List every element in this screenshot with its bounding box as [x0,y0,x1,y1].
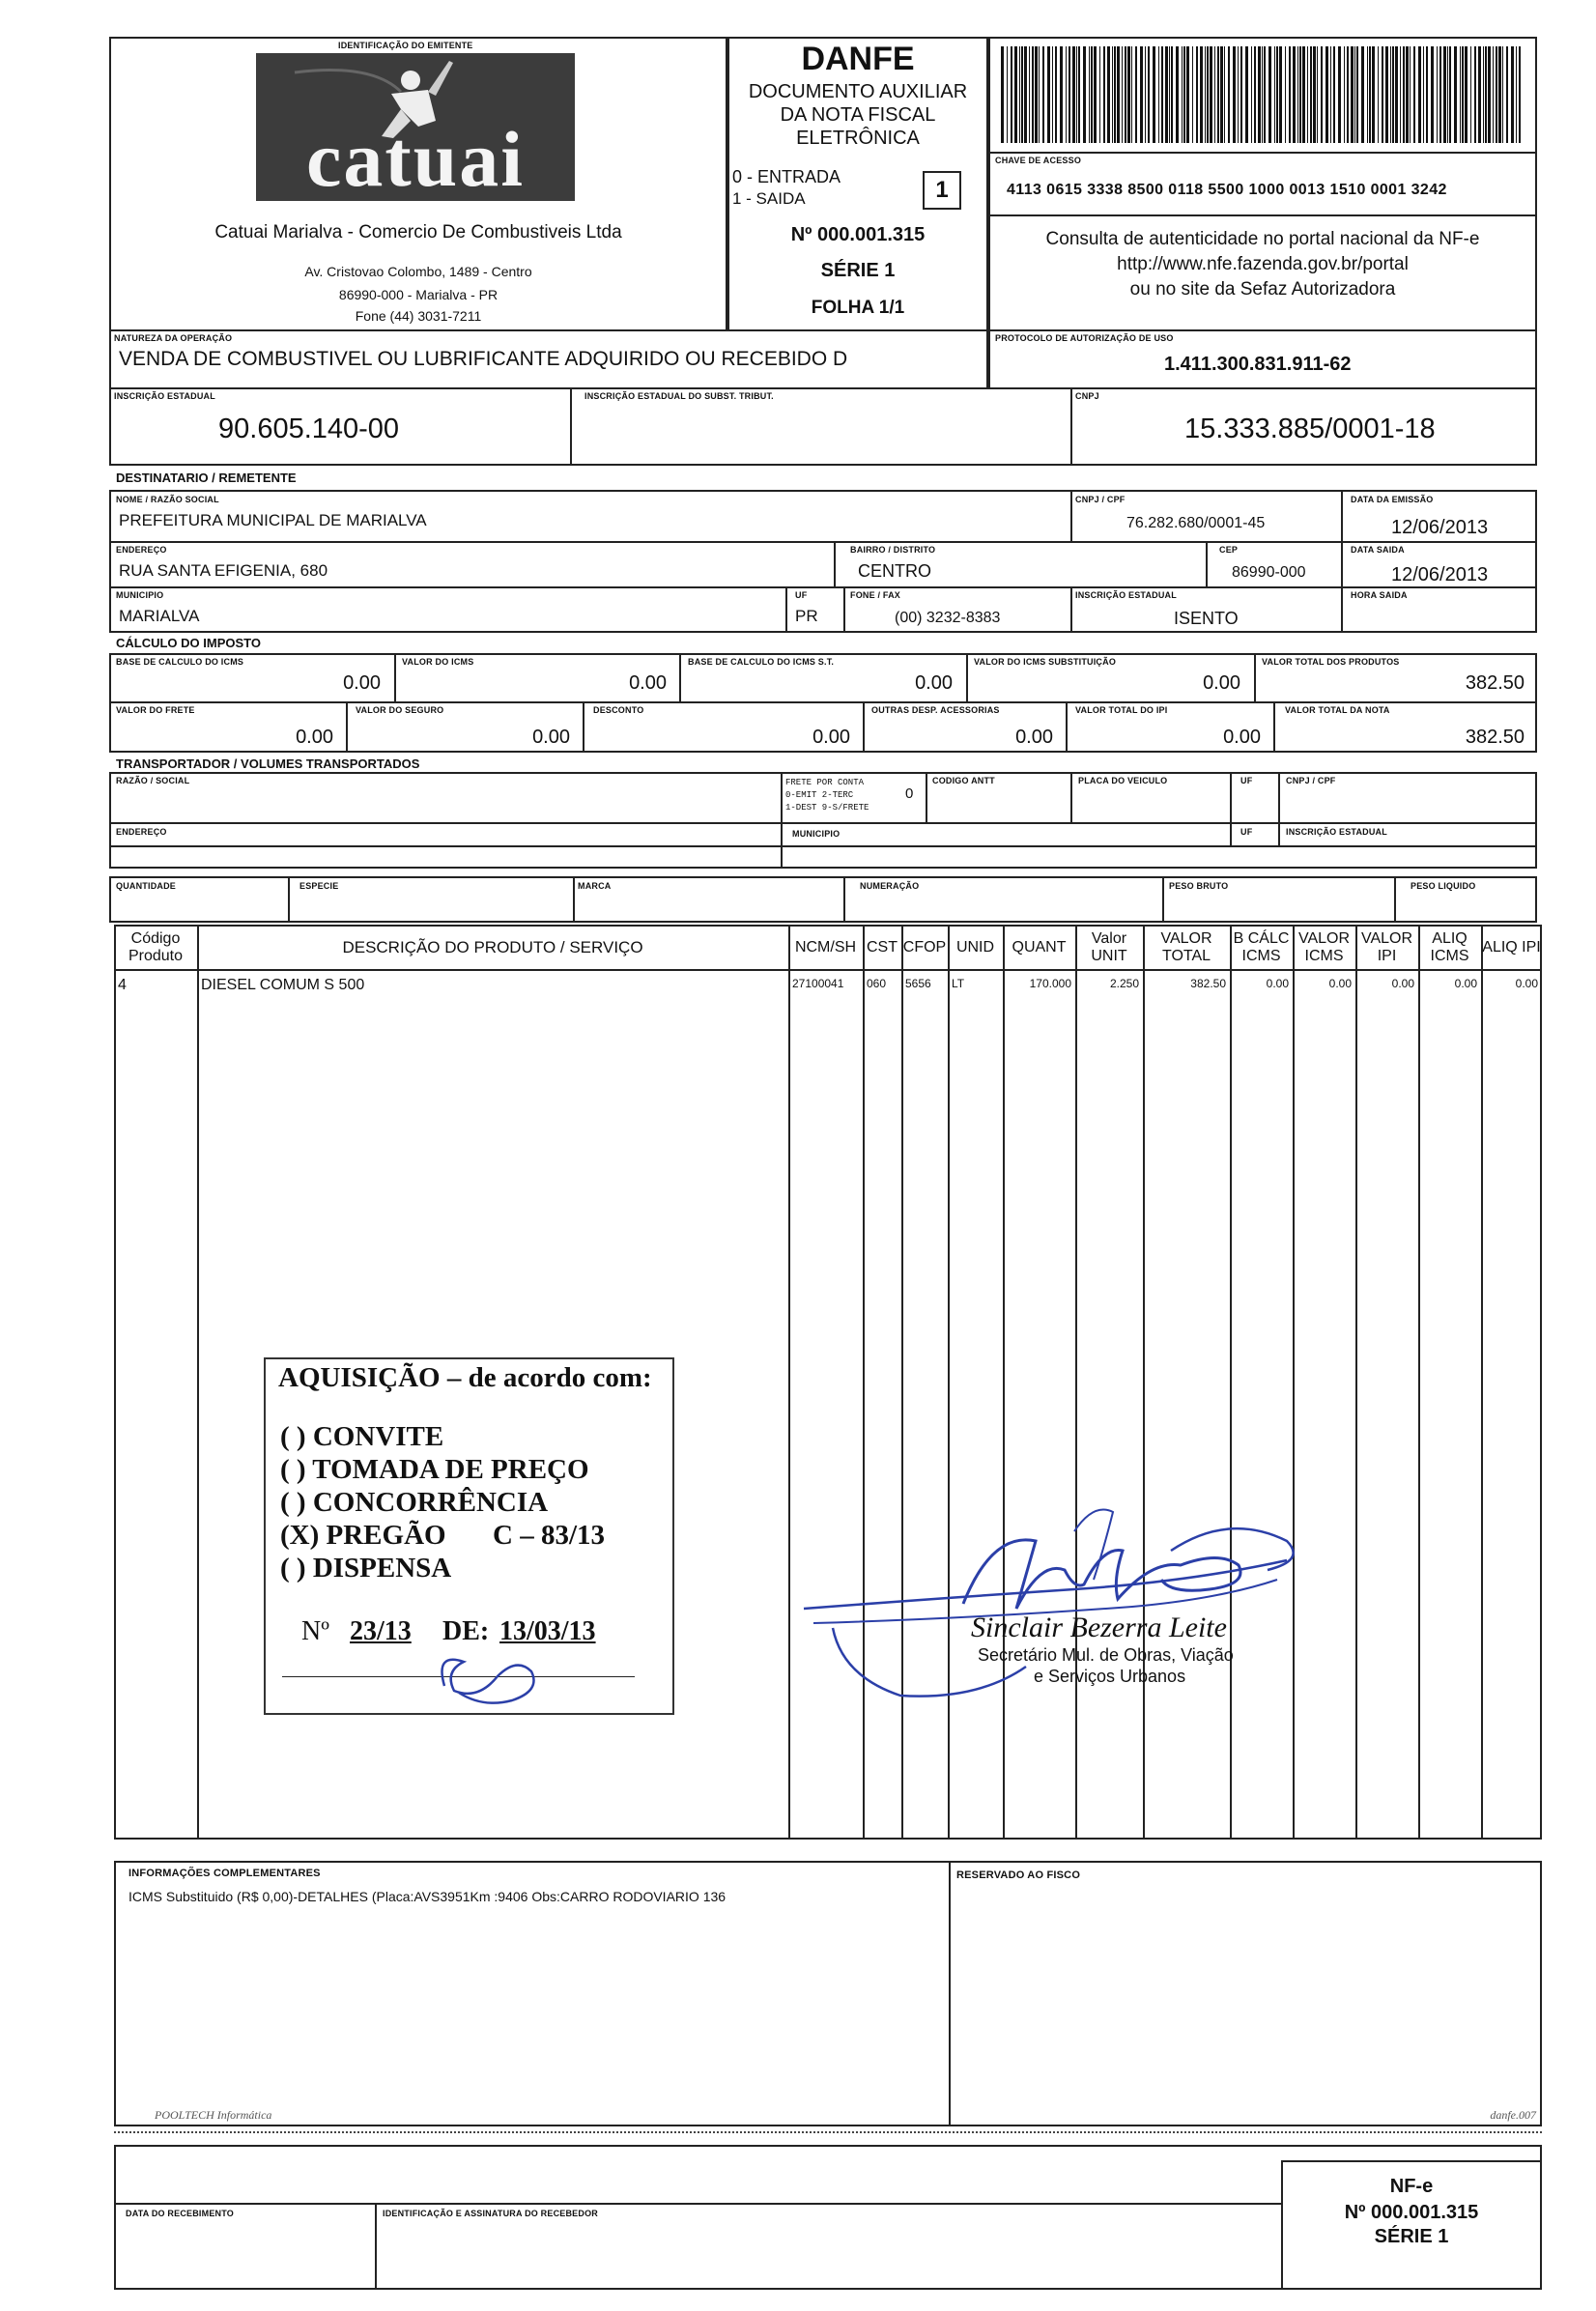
barcode-bar [1078,46,1080,143]
outras-label: OUTRAS DESP. ACESSORIAS [871,705,1000,715]
transportador-section-label: TRANSPORTADOR / VOLUMES TRANSPORTADOS [116,756,420,771]
barcode-bar [1325,46,1328,143]
dest-endereco-label: ENDEREÇO [116,545,167,555]
barcode-bar [1347,46,1349,143]
barcode-bar [1493,46,1494,143]
barcode-bar [1439,46,1441,143]
seguro-label: VALOR DO SEGURO [356,705,444,715]
barcode-bar [1052,46,1053,143]
barcode-bar [1447,46,1448,143]
barcode-bar [1426,46,1428,143]
barcode-bar [1220,46,1223,143]
quantidade-label: QUANTIDADE [116,881,176,891]
barcode-bar [1055,46,1057,143]
table-header-unid: UNID [955,939,995,956]
barcode-bar [1330,46,1331,143]
barcode-bar [1148,46,1150,143]
fisco-box [949,1861,1542,2126]
barcode-bar [1158,46,1159,143]
trans-uf-label: UF [1240,776,1253,785]
stamp-no-value: 23/13 [350,1616,412,1646]
natureza-value: VENDA DE COMBUSTIVEL OU LUBRIFICANTE ADQUIRIDO OU RECEBIDO D [119,348,848,370]
table-header-quant: QUANT [1012,939,1067,956]
table-cell-aliq-icms: 0.00 [1454,977,1477,990]
barcode-bar [1392,46,1394,143]
barcode-bar [1217,46,1219,143]
dest-saida: 12/06/2013 [1391,564,1489,585]
destinatario-section-label: DESTINATARIO / REMETENTE [116,471,297,485]
dest-emissao: 12/06/2013 [1391,517,1489,538]
barcode-bar [1462,46,1464,143]
table-column-divider [197,925,199,1840]
danfe-saida: 1 - SAIDA [732,189,806,208]
barcode-bar [1125,46,1126,143]
barcode-bar [1171,46,1173,143]
natureza-label: NATUREZA DA OPERAÇÃO [114,333,233,343]
barcode-bar [1131,46,1132,143]
table-header-valor-ipi: VALOR IPI [1360,930,1413,964]
barcode-bar [1369,46,1371,143]
barcode-bar [1032,46,1034,143]
barcode-bar [1122,46,1123,143]
table-header-aliq-icms: ALIQ ICMS [1430,930,1469,964]
cnpj-label: CNPJ [1075,391,1099,401]
table-cell-aliq-ipi: 0.00 [1515,977,1538,990]
danfe-tipo-box: 1 [923,171,961,210]
barcode-bar [1042,46,1044,143]
barcode-bar [1289,46,1291,143]
valor-icms-label: VALOR DO ICMS [402,657,474,667]
barcode-bar [1460,46,1461,143]
barcode-bar [1039,46,1040,143]
consulta-url[interactable]: http://www.nfe.fazenda.gov.br/portal [1117,254,1409,274]
dest-municipio-label: MUNICIPIO [116,590,164,600]
barcode-bar [1112,46,1113,143]
ie-label: INSCRIÇÃO ESTADUAL [114,391,215,401]
danfe-subtitle-3: ELETRÔNICA [796,128,920,149]
barcode-bar [1007,46,1008,143]
barcode-bar [1344,46,1345,143]
barcode-bar [1274,46,1275,143]
trans-uf2-label: UF [1240,827,1253,837]
chave-value: 4113 0615 3338 8500 0118 5500 1000 0013 1510 0001 3242 [1007,182,1447,198]
table-cell-cst: 060 [867,977,887,990]
barcode-bar [1395,46,1398,143]
trans-endereco-label: ENDEREÇO [116,827,167,837]
barcode-bar [1035,46,1038,143]
frete-conta-3: 1-DEST 9-S/FRETE [785,803,869,813]
dest-cep-label: CEP [1219,545,1239,555]
barcode-bar [1182,46,1183,143]
barcode-bar [1238,46,1239,143]
barcode-bar [1099,46,1100,143]
dest-fone-label: FONE / FAX [850,590,901,600]
total-prod: 382.50 [1465,672,1525,694]
dest-bairro: CENTRO [858,561,931,581]
barcode-bar [1268,46,1271,143]
table-header-aliq-ipi: ALIQ IPI [1482,939,1541,956]
barcode-bar [1060,46,1063,143]
barcode-bar [1169,46,1170,143]
dest-endereco: RUA SANTA EFIGENIA, 680 [119,561,328,580]
barcode-bar [1302,46,1305,143]
dest-emissao-label: DATA DA EMISSÃO [1351,495,1434,504]
total-nota: 382.50 [1465,727,1525,748]
placa-label: PLACA DO VEICULO [1078,776,1168,785]
logo-text: catuai [305,115,526,201]
barcode-bar [1506,46,1508,143]
table-header-descricao: DESCRIÇÃO DO PRODUTO / SERVIÇO [342,938,643,956]
danfe-folha: FOLHA 1/1 [811,298,905,318]
barcode-icon [1001,46,1523,143]
table-header-bc-icms: B CÁLC ICMS [1233,930,1290,964]
emitente-cep-city: 86990-000 - Marialva - PR [338,287,499,302]
table-column-divider [1418,925,1420,1840]
table-header-valor-total: VALOR TOTAL [1160,930,1212,964]
barcode-bar [1313,46,1316,143]
cut-line [114,2131,1542,2133]
danfe-numero: Nº 000.001.315 [790,224,926,245]
barcode-bar [1183,46,1185,143]
stamp-opt-tomada: ( ) TOMADA DE PREÇO [280,1454,589,1485]
signature-title: Secretário Mul. de Obras, Viação [978,1645,1234,1665]
signature-name: Sinclair Bezerra Leite [971,1612,1227,1643]
barcode-bar [1140,46,1143,143]
stamp-opt-dispensa: ( ) DISPENSA [280,1553,452,1583]
dest-nome: PREFEITURA MUNICIPAL DE MARIALVA [119,511,427,529]
table-cell-valor-icms: 0.00 [1328,977,1352,990]
barcode-bar [1351,46,1354,143]
peso-bruto-label: PESO BRUTO [1169,881,1229,891]
barcode-bar [1186,46,1189,143]
cnpj-value: 15.333.885/0001-18 [1184,414,1436,444]
danfe-entrada: 0 - ENTRADA [732,167,841,186]
barcode-bar [1310,46,1312,143]
table-header-cst: CST [867,939,898,956]
barcode-bar [1400,46,1401,143]
barcode-bar [1153,46,1155,143]
barcode-bar [1254,46,1256,143]
barcode-bar [1245,46,1248,143]
table-column-divider [1481,925,1483,1840]
table-header-valor-icms: VALOR ICMS [1297,930,1351,964]
table-cell-valor-total: 382.50 [1190,977,1226,990]
barcode-bar [1321,46,1323,143]
table-cell-valor-ipi: 0.00 [1391,977,1414,990]
base-icms: 0.00 [343,672,381,694]
barcode-bar [1354,46,1355,143]
dest-bairro-label: BAIRRO / DISTRITO [850,545,936,555]
stamp-opt-concorrencia: ( ) CONCORRÊNCIA [280,1487,549,1518]
barcode-bar [1293,46,1296,143]
barcode-bar [1200,46,1203,143]
footer-left: POOLTECH Informática [155,2108,272,2122]
dest-cep: 86990-000 [1232,564,1306,581]
barcode-bar [1367,46,1368,143]
barcode-bar [1297,46,1298,143]
barcode-bar [1410,46,1411,143]
barcode-bar [1276,46,1278,143]
protocolo-value: 1.411.300.831.911-62 [1164,354,1352,375]
base-st-label: BASE DE CALCULO DO ICMS S.T. [688,657,835,667]
stamp-initials-icon [425,1633,560,1710]
emitente-section-label: IDENTIFICAÇÃO DO EMITENTE [338,41,473,50]
barcode-bar [1029,46,1030,143]
barcode-bar [1107,46,1110,143]
fisco-label: RESERVADO AO FISCO [956,1869,1081,1881]
valor-st-label: VALOR DO ICMS SUBSTITUIÇÃO [974,657,1117,667]
barcode-bar [1091,46,1093,143]
dest-nome-label: NOME / RAZÃO SOCIAL [116,495,219,504]
barcode-bar [1299,46,1301,143]
barcode-bar [1307,46,1308,143]
stamp-opt-convite: ( ) CONVITE [280,1421,444,1452]
barcode-bar [1413,46,1415,143]
danfe-serie: SÉRIE 1 [820,260,896,281]
antt-label: CODIGO ANTT [932,776,995,785]
consulta-line-3: ou no site da Sefaz Autorizadora [1129,279,1396,300]
canhoto-nfe: NF-e [1389,2176,1434,2197]
chave-label: CHAVE DE ACESSO [995,156,1082,165]
table-cell-valor-unit: 2.250 [1109,977,1139,990]
table-cell-ncm: 27100041 [792,977,844,990]
trans-razao-label: RAZÃO / SOCIAL [116,776,190,785]
barcode-bar [1019,46,1020,143]
barcode-bar [1145,46,1146,143]
barcode-bar [1361,46,1364,143]
stamp-de-value: 13/03/13 [499,1616,596,1646]
consulta-line-1: Consulta de autenticidade no portal nacional da NF-e [1045,229,1480,249]
barcode-bar [1001,46,1004,143]
barcode-bar [1076,46,1077,143]
barcode-bar [1516,46,1517,143]
stamp-opt-pregao: (X) PREGÃO [280,1520,446,1551]
barcode-bar [1094,46,1097,143]
barcode-bar [1214,46,1215,143]
dest-uf-label: UF [795,590,808,600]
barcode-bar [1385,46,1388,143]
barcode-bar [1089,46,1090,143]
barcode-bar [1511,46,1514,143]
stamp-no-label: Nº [301,1616,329,1646]
barcode-bar [1228,46,1230,143]
barcode-bar [1083,46,1086,143]
base-st: 0.00 [915,672,953,694]
desconto-label: DESCONTO [593,705,644,715]
barcode-bar [1443,46,1446,143]
barcode-bar [1498,46,1501,143]
stamp-opt-pregao-ref: C – 83/13 [493,1520,605,1551]
emitente-address: Av. Cristovao Colombo, 1489 - Centro [304,264,532,279]
table-header-cfop: CFOP [902,939,947,956]
barcode-bar [1356,46,1358,143]
barcode-bar [1210,46,1212,143]
protocolo-label: PROTOCOLO DE AUTORIZAÇÃO DE USO [995,333,1174,343]
barcode-bar [1483,46,1484,143]
ipi-label: VALOR TOTAL DO IPI [1075,705,1168,715]
total-nota-label: VALOR TOTAL DA NOTA [1285,705,1390,715]
barcode-bar [1161,46,1163,143]
barcode-bar [1279,46,1282,143]
barcode-bar [1333,46,1335,143]
valor-st: 0.00 [1203,672,1240,694]
barcode-bar [1502,46,1503,143]
barcode-bar [1454,46,1457,143]
barcode-bar [1317,46,1318,143]
table-cell-unid: LT [952,977,965,990]
barcode-bar [1072,46,1075,143]
barcode-bar [1488,46,1491,143]
barcode-bar [1403,46,1405,143]
barcode-bar [1233,46,1236,143]
barcode-bar [1338,46,1341,143]
frete-conta-2: 0-EMIT 2-TERC [785,790,854,800]
total-prod-label: VALOR TOTAL DOS PRODUTOS [1262,657,1400,667]
marca-label: MARCA [578,881,612,891]
company-logo [256,53,575,201]
frete-label: VALOR DO FRETE [116,705,195,715]
barcode-bar [1258,46,1261,143]
barcode-bar [1024,46,1027,143]
numeracao-label: NUMERAÇÃO [860,881,920,891]
canhoto-serie: SÉRIE 1 [1374,2226,1449,2247]
canhoto-data-label: DATA DO RECEBIMENTO [126,2209,234,2218]
signature-dept: e Serviços Urbanos [1034,1667,1186,1686]
frete: 0.00 [296,727,333,748]
barcode-bar [1196,46,1198,143]
barcode-bar [1478,46,1481,143]
barcode-bar [1021,46,1023,143]
emitente-phone: Fone (44) 3031-7211 [355,308,482,324]
dest-cnpj-label: CNPJ / CPF [1075,495,1126,504]
barcode-bar [1264,46,1266,143]
barcode-bar [1192,46,1193,143]
emitente-name: Catuai Marialva - Comercio De Combustiveis Ltda [214,222,622,243]
barcode-bar [1069,46,1070,143]
dest-hora-label: HORA SAIDA [1351,590,1408,600]
table-cell-descricao: DIESEL COMUM S 500 [201,977,365,993]
barcode-bar [1470,46,1471,143]
barcode-bar [1066,46,1067,143]
barcode-bar [1135,46,1137,143]
barcode-bar [1285,46,1286,143]
barcode-bar [1205,46,1206,143]
barcode-bar [1449,46,1451,143]
barcode-bar [1519,46,1521,143]
stamp-de-label: DE: [442,1616,490,1646]
table-header-valor-unit: Valor UNIT [1091,930,1127,964]
barcode-bar [1207,46,1209,143]
barcode-bar [1011,46,1012,143]
barcode-bar [1474,46,1476,143]
barcode-bar [1176,46,1179,143]
footer-right: danfe.007 [1490,2108,1536,2122]
canhoto-ident-label: IDENTIFICAÇÃO E ASSINATURA DO RECEBEDOR [383,2209,598,2218]
stamp-title: AQUISIÇÃO – de acordo com: [278,1362,652,1393]
barcode-bar [1465,46,1468,143]
barcode-bar [1114,46,1116,143]
table-cell-bc-icms: 0.00 [1266,977,1289,990]
table-cell-cfop: 5656 [905,977,931,990]
barcode-bar [1485,46,1487,143]
ipi: 0.00 [1223,727,1261,748]
dest-municipio: MARIALVA [119,607,200,625]
barcode-bar [1378,46,1379,143]
frete-conta-1: FRETE POR CONTA [785,778,865,787]
frete-conta-value: 0 [905,785,914,802]
barcode-bar [1262,46,1263,143]
barcode-bar [1437,46,1438,143]
barcode-bar [1382,46,1383,143]
table-cell-codigo: 4 [118,977,127,993]
trans-ie-label: INSCRIÇÃO ESTADUAL [1286,827,1387,837]
barcode-bar [1103,46,1105,143]
danfe-title: DANFE [801,41,915,77]
dest-cnpj: 76.282.680/0001-45 [1126,515,1266,531]
dest-uf: PR [795,607,818,625]
dest-fone: (00) 3232-8383 [895,610,1001,626]
barcode-bar [1240,46,1242,143]
danfe-subtitle-1: DOCUMENTO AUXILIAR [748,81,968,102]
trans-municipio-label: MUNICIPIO [792,829,841,839]
table-column-divider [1355,925,1357,1840]
barcode-bar [1251,46,1252,143]
barcode-bar [1127,46,1130,143]
barcode-bar [1431,46,1434,143]
seguro: 0.00 [532,727,570,748]
dest-saida-label: DATA SAIDA [1351,545,1405,555]
dest-ie-label: INSCRIÇÃO ESTADUAL [1075,590,1177,600]
canhoto-numero: Nº 000.001.315 [1344,2202,1479,2223]
table-header-ncm: NCM/SH [794,939,857,956]
imposto-section-label: CÁLCULO DO IMPOSTO [116,636,261,650]
info-label: INFORMAÇÕES COMPLEMENTARES [128,1868,321,1879]
table-header-codigo: Código Produto [128,930,184,964]
barcode-bar [1372,46,1375,143]
dest-ie: ISENTO [1174,609,1239,628]
danfe-subtitle-2: DA NOTA FISCAL [780,104,936,126]
barcode-bar [1117,46,1120,143]
base-icms-label: BASE DE CALCULO DO ICMS [116,657,244,667]
barcode-bar [1014,46,1017,143]
barcode-bar [1165,46,1168,143]
ie-value: 90.605.140-00 [218,414,400,444]
especie-label: ESPECIE [299,881,339,891]
barcode-bar [1496,46,1497,143]
outras: 0.00 [1015,727,1053,748]
peso-liquido-label: PESO LIQUIDO [1411,881,1476,891]
desconto: 0.00 [812,727,850,748]
barcode-bar [1224,46,1225,143]
barcode-bar [1418,46,1421,143]
barcode-bar [1423,46,1424,143]
barcode-bar [1406,46,1409,143]
table-cell-quant: 170.000 [1029,977,1071,990]
ie-st-label: INSCRIÇÃO ESTADUAL DO SUBST. TRIBUT. [584,391,774,401]
barcode-bar [1047,46,1050,143]
valor-icms: 0.00 [629,672,667,694]
info-text: ICMS Substituido (R$ 0,00)-DETALHES (Placa:AVS3951Km :9406 Obs:CARRO RODOVIARIO 136 [128,1889,727,1904]
trans-cnpj-label: CNPJ / CPF [1286,776,1336,785]
barcode-bar [1390,46,1391,143]
